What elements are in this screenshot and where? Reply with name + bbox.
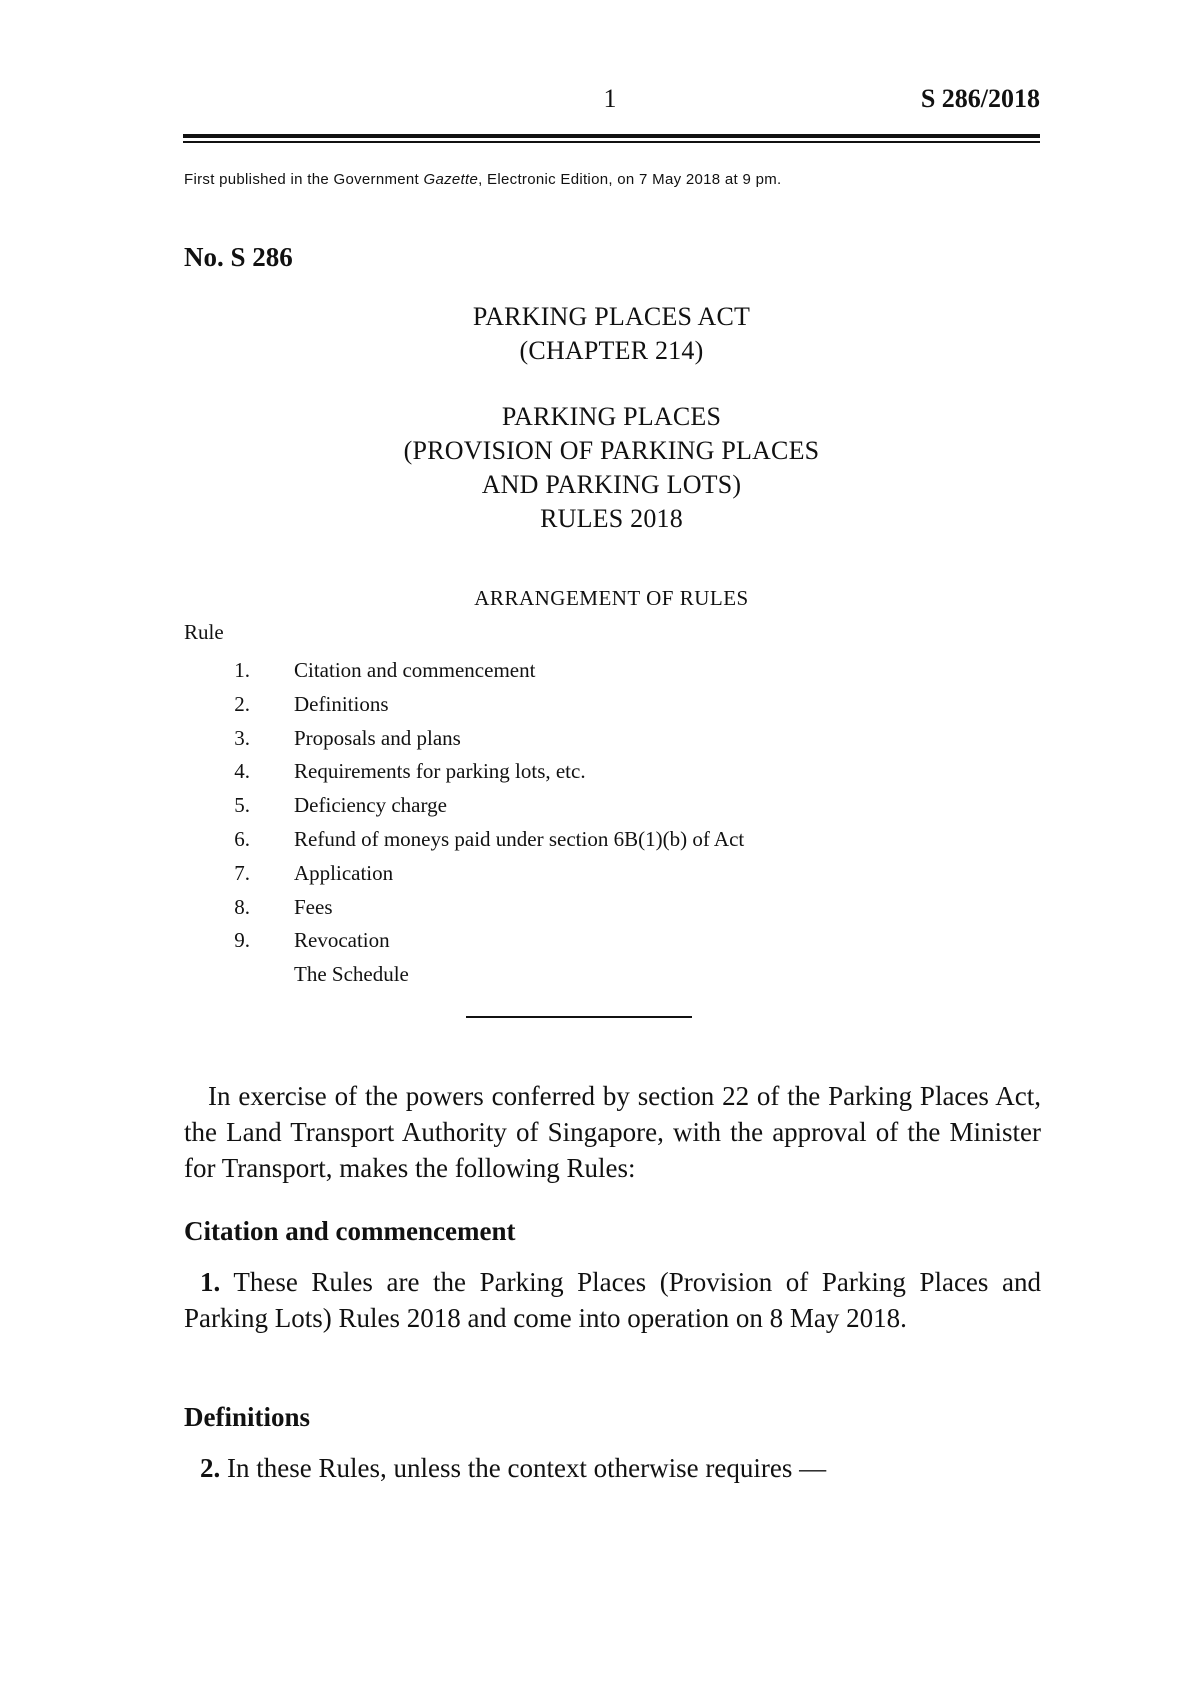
toc-item-number: 2. (234, 691, 250, 716)
toc-item (184, 722, 1044, 756)
toc-item-number: 9. (234, 928, 250, 953)
toc-item-number: 6. (234, 826, 250, 851)
toc-item (184, 924, 1044, 958)
rules-title-line-4: RULES 2018 (540, 504, 683, 533)
toc-item-title: Application (294, 860, 394, 885)
toc-item-title: Refund of moneys paid under section 6B(1)(b) of Act (294, 826, 745, 851)
arrangement-list (184, 654, 1044, 992)
act-title-line-1: PARKING PLACES ACT (472, 302, 751, 331)
section-2-paragraph (184, 1450, 1041, 1486)
toc-item (184, 688, 1044, 722)
toc-item-number: 4. (234, 759, 250, 784)
toc-item (184, 755, 1044, 789)
section-divider (466, 1016, 692, 1018)
enacting-paragraph: In exercise of the powers conferred by section 22 of the Parking Places Act, the Land Transport Authority of Singapore, with the approval of the Minister for Transport, makes the following Rules: (184, 1081, 1041, 1183)
toc-item (184, 654, 1044, 688)
act-title-line-2: (CHAPTER 214) (519, 336, 704, 365)
section-1-number: 1. (200, 1267, 221, 1297)
toc-item (184, 857, 1044, 891)
header-rule-thick (183, 134, 1040, 138)
section-1-paragraph (184, 1264, 1041, 1336)
publication-note-prefix: First published in the Government (184, 171, 424, 188)
rules-title (183, 400, 1040, 536)
toc-item-title: Requirements for parking lots, etc. (294, 759, 586, 784)
rules-title-line-2: (PROVISION OF PARKING PLACES (403, 436, 820, 465)
section-2-text: In these Rules, unless the context otherwise requires — (227, 1453, 827, 1483)
publication-note-gazette: Gazette (423, 171, 479, 188)
rule-column-label: Rule (184, 620, 224, 644)
toc-item (184, 789, 1044, 823)
section-1-text: These Rules are the Parking Places (Provision of Parking Places and Parking Lots) Rules 2018 and come into operation on 8 May 2018. (184, 1267, 1041, 1333)
toc-item-title: Definitions (294, 691, 389, 716)
rules-title-line-3: AND PARKING LOTS) (481, 470, 742, 499)
toc-item-number: 3. (234, 725, 250, 750)
toc-item-title: The Schedule (294, 962, 409, 987)
arrangement-heading: ARRANGEMENT OF RULES (474, 586, 749, 610)
section-heading-citation: Citation and commencement (184, 1216, 516, 1246)
page-number: 1 (603, 84, 617, 113)
rules-title-line-1: PARKING PLACES (501, 402, 722, 431)
toc-item (184, 823, 1044, 857)
toc-item-number: 5. (234, 793, 250, 818)
toc-item-number: 8. (234, 894, 250, 919)
toc-item-title: Deficiency charge (294, 793, 447, 818)
toc-item-number: 1. (234, 658, 250, 682)
gazette-number: No. S 286 (184, 242, 293, 272)
gazette-reference: S 286/2018 (920, 84, 1040, 113)
section-2-number: 2. (200, 1453, 221, 1483)
toc-item-title: Proposals and plans (294, 725, 461, 750)
publication-note (184, 171, 781, 188)
toc-item (184, 958, 1044, 992)
toc-item-title: Citation and commencement (294, 658, 536, 682)
header-rule-thin (183, 141, 1040, 143)
publication-note-suffix: , Electronic Edition, on 7 May 2018 at 9 pm. (478, 171, 782, 188)
toc-item-title: Fees (294, 894, 333, 919)
toc-item (184, 891, 1044, 925)
act-title (183, 300, 1040, 368)
toc-item-number: 7. (234, 860, 250, 885)
section-heading-definitions: Definitions (184, 1402, 311, 1432)
toc-item-title: Revocation (294, 928, 390, 953)
